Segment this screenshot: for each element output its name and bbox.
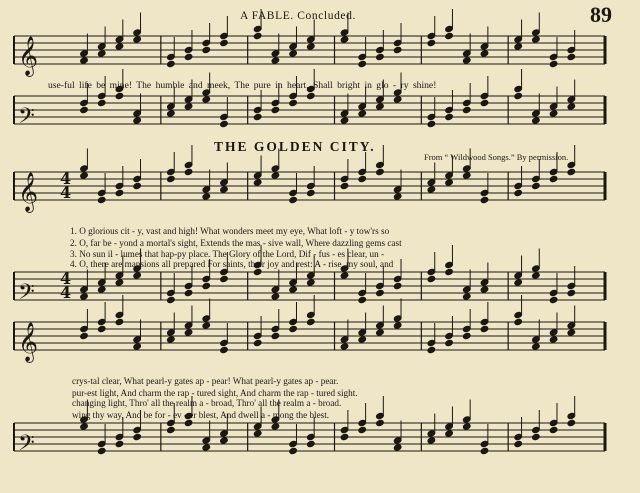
note-head <box>80 57 89 64</box>
note-head <box>393 444 402 451</box>
note-head <box>393 96 402 103</box>
note-head <box>445 430 454 437</box>
note-head <box>202 193 211 200</box>
note-head <box>549 110 558 117</box>
note-head <box>271 106 280 113</box>
note-head <box>358 296 367 303</box>
note-head <box>376 289 385 296</box>
note-head <box>184 53 193 60</box>
note-head <box>549 296 558 303</box>
note-head <box>462 423 471 430</box>
note-head <box>167 110 176 117</box>
note-head <box>97 50 106 57</box>
note-head <box>220 437 229 444</box>
note-head <box>393 282 402 289</box>
note-head <box>358 426 367 433</box>
note-head <box>567 103 576 110</box>
note-head <box>462 293 471 300</box>
note-head <box>271 332 280 339</box>
note-head <box>514 318 523 325</box>
note-head <box>167 175 176 182</box>
note-head <box>514 92 523 99</box>
note-head <box>358 110 367 117</box>
note-head <box>376 53 385 60</box>
note-head <box>307 189 316 196</box>
note-head <box>253 113 262 120</box>
note-head <box>549 60 558 67</box>
note-head <box>427 39 436 46</box>
song-title: THE GOLDEN CITY. <box>214 139 376 154</box>
note-head <box>271 172 280 179</box>
note-head <box>271 423 280 430</box>
note-head <box>289 99 298 106</box>
note-head <box>514 279 523 286</box>
note-head <box>97 196 106 203</box>
note-head <box>167 296 176 303</box>
note-head <box>115 318 124 325</box>
verse-2-cont: pur-est light, And charm the rap - tured sight, And charm the rap - tured sight. <box>72 388 358 398</box>
note-head <box>289 50 298 57</box>
note-head <box>97 99 106 106</box>
note-head <box>184 329 193 336</box>
note-head <box>376 419 385 426</box>
note-head <box>115 189 124 196</box>
note-head <box>358 175 367 182</box>
note-head <box>133 343 142 350</box>
note-head <box>532 36 541 43</box>
note-head <box>289 286 298 293</box>
note-head <box>202 96 211 103</box>
note-head <box>514 43 523 50</box>
note-head <box>340 272 349 279</box>
note-head <box>376 168 385 175</box>
note-head <box>567 289 576 296</box>
verse-3-line: 3. No sun il - lumes that hap-py place. The Glory of the Lord, Dif - fus - es clear, un - <box>70 249 385 259</box>
clef-icon: 𝄞 <box>18 322 39 362</box>
note-head <box>427 120 436 127</box>
note-head <box>532 343 541 350</box>
note-head <box>80 293 89 300</box>
note-head <box>97 447 106 454</box>
note-head <box>115 440 124 447</box>
note-head <box>133 36 142 43</box>
note-head <box>427 346 436 353</box>
verse-4-cont: wing thy way, And be for - ev - er blest, And dwell a - mong the blest. <box>72 410 330 420</box>
note-head <box>289 196 298 203</box>
note-head <box>480 50 489 57</box>
note-head <box>307 440 316 447</box>
note-head <box>133 117 142 124</box>
running-head: A FABLE. Concluded. <box>240 10 356 22</box>
note-head <box>340 182 349 189</box>
time-signature: 4 <box>60 183 72 202</box>
clef-icon: 𝄢 <box>18 280 35 310</box>
note-head <box>167 426 176 433</box>
time-signature: 4 <box>60 269 72 288</box>
time-signature: 4 <box>60 169 72 188</box>
verse-3-cont: changing light, Thro' all the realm a - broad, Thro' all the realm a - broad. <box>72 398 342 408</box>
note-head <box>184 168 193 175</box>
note-head <box>307 43 316 50</box>
note-head <box>514 189 523 196</box>
note-head <box>462 106 471 113</box>
note-head <box>462 57 471 64</box>
verse-1-cont: crys-tal clear, What pearl-y gates ap - pear! What pearl-y gates ap - pear. <box>72 376 339 386</box>
note-head <box>271 57 280 64</box>
note-head <box>340 343 349 350</box>
note-head <box>253 430 262 437</box>
verse-1-line: 1. O glorious cit - y, vast and high! What wonders meet my eye, What loft - y tow'rs so <box>70 226 390 236</box>
note-head <box>307 318 316 325</box>
note-head <box>80 172 89 179</box>
note-head <box>393 322 402 329</box>
note-head <box>167 336 176 343</box>
note-head <box>253 339 262 346</box>
note-head <box>184 419 193 426</box>
clef-icon: 𝄞 <box>18 172 39 212</box>
note-head <box>97 325 106 332</box>
note-head <box>445 32 454 39</box>
note-head <box>97 286 106 293</box>
note-head <box>80 106 89 113</box>
note-head <box>307 279 316 286</box>
page-number: 89 <box>590 2 612 27</box>
note-head <box>427 437 436 444</box>
note-head <box>445 268 454 275</box>
note-head <box>340 433 349 440</box>
note-head <box>532 182 541 189</box>
note-head <box>340 36 349 43</box>
note-head <box>220 39 229 46</box>
note-head <box>480 325 489 332</box>
note-head <box>549 175 558 182</box>
note-head <box>514 440 523 447</box>
note-head <box>445 179 454 186</box>
note-head <box>445 113 454 120</box>
note-head <box>532 272 541 279</box>
note-head <box>115 279 124 286</box>
note-head <box>253 32 262 39</box>
note-head <box>289 325 298 332</box>
note-head <box>184 103 193 110</box>
clef-icon: 𝄢 <box>18 431 35 461</box>
note-head <box>462 332 471 339</box>
note-head <box>133 272 142 279</box>
note-head <box>202 282 211 289</box>
note-head <box>289 447 298 454</box>
note-head <box>253 268 262 275</box>
note-head <box>358 60 367 67</box>
note-head <box>220 186 229 193</box>
note-head <box>340 117 349 124</box>
clef-icon: 𝄢 <box>18 104 35 134</box>
note-head <box>253 179 262 186</box>
note-head <box>393 46 402 53</box>
note-head <box>184 289 193 296</box>
note-head <box>202 444 211 451</box>
note-head <box>115 92 124 99</box>
note-head <box>220 275 229 282</box>
note-head <box>115 43 124 50</box>
note-head <box>307 92 316 99</box>
note-head <box>220 120 229 127</box>
note-head <box>202 322 211 329</box>
note-head <box>376 103 385 110</box>
note-head <box>445 339 454 346</box>
note-head <box>427 275 436 282</box>
note-head <box>167 60 176 67</box>
note-head <box>480 196 489 203</box>
verse-2-line: 2. O, far be - yond a mortal's sight, Extends the mas - sive wall, Where dazzling gems cast <box>70 238 402 248</box>
note-head <box>80 332 89 339</box>
note-head <box>220 346 229 353</box>
note-head <box>549 426 558 433</box>
note-head <box>133 182 142 189</box>
note-head <box>480 99 489 106</box>
note-head <box>532 117 541 124</box>
note-head <box>549 336 558 343</box>
note-head <box>567 419 576 426</box>
note-head <box>271 293 280 300</box>
note-head <box>567 168 576 175</box>
verse-4-line: 4. O, there are mansions all prepared For saints, their joy and rest: A - rise, my soul, and <box>70 259 394 269</box>
note-head <box>202 46 211 53</box>
song-credit: From “ Wildwood Songs.” By permission. <box>424 152 569 162</box>
fable-lyric: use-ful life be mine! The humble and meek, The pure in heart, Shall bright in glo - ry shine! <box>48 80 437 91</box>
note-head <box>80 423 89 430</box>
note-head <box>532 433 541 440</box>
note-head <box>393 193 402 200</box>
time-signature: 4 <box>60 283 72 302</box>
note-head <box>480 286 489 293</box>
note-head <box>567 329 576 336</box>
note-head <box>462 172 471 179</box>
clef-icon: 𝄞 <box>18 36 39 76</box>
note-head <box>358 336 367 343</box>
note-head <box>376 329 385 336</box>
note-head <box>480 447 489 454</box>
note-head <box>133 433 142 440</box>
note-head <box>567 53 576 60</box>
note-head <box>427 186 436 193</box>
